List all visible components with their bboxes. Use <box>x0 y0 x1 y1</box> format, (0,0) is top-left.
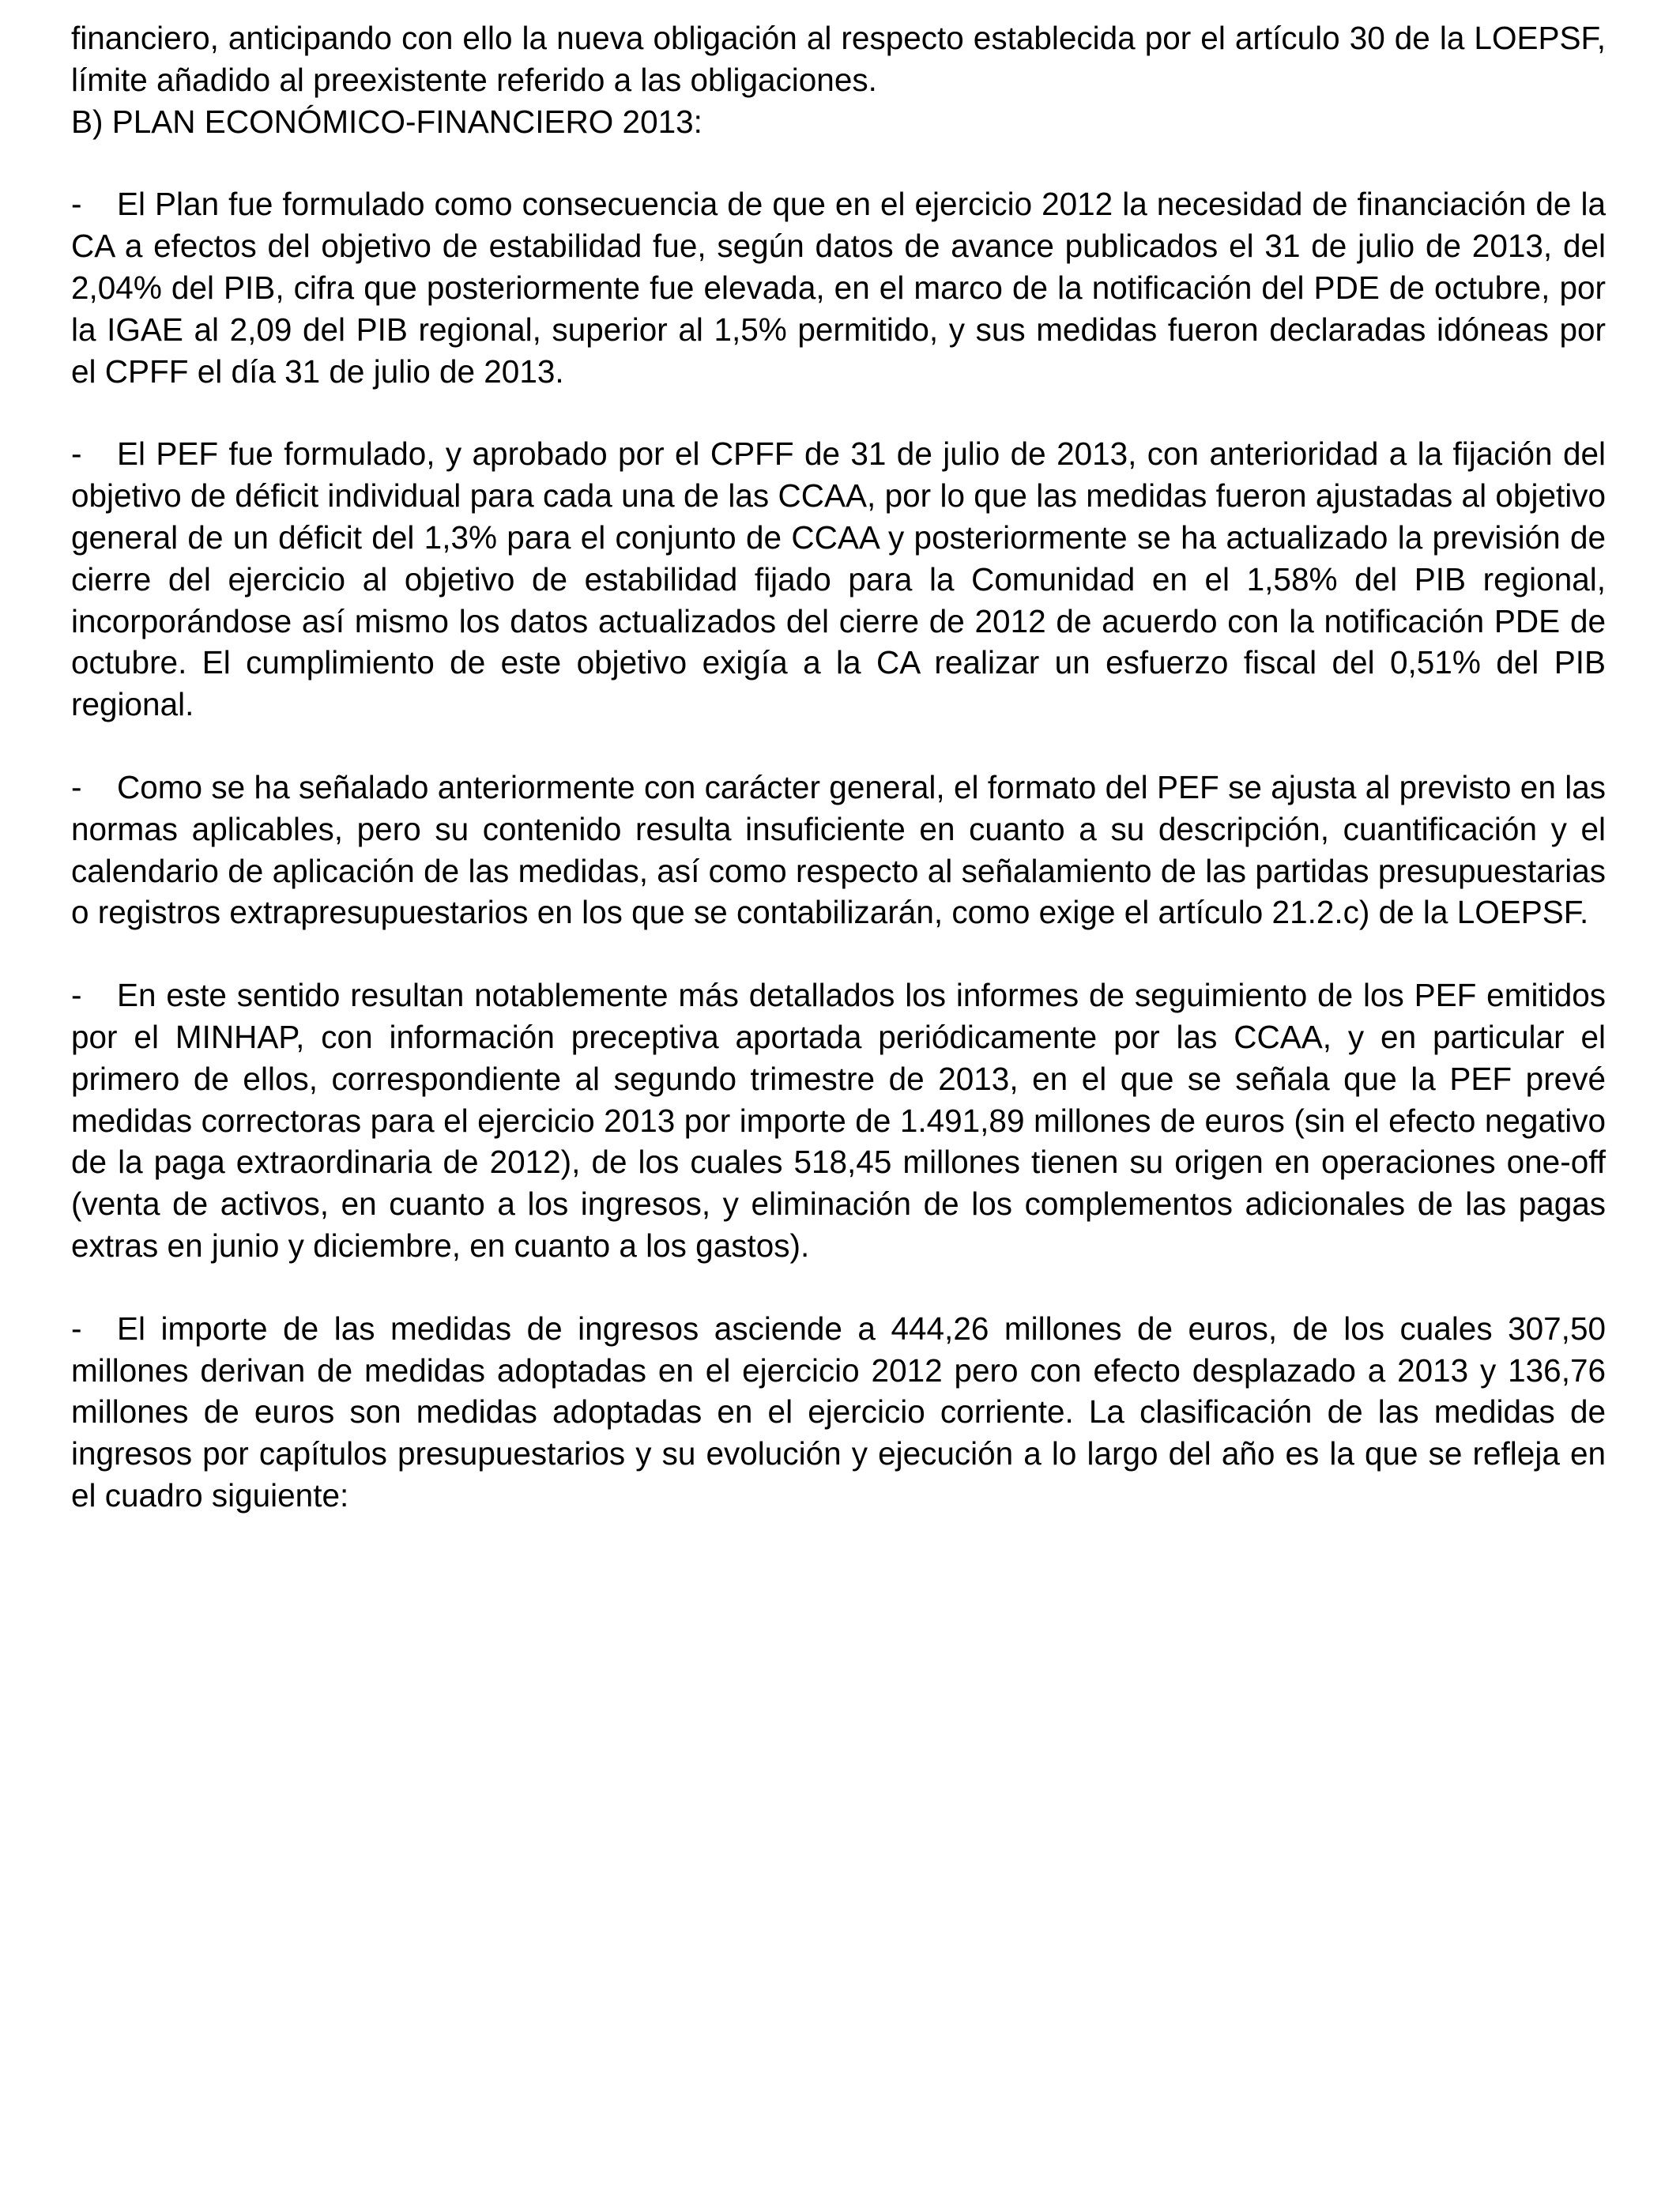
document-page <box>71 17 1606 1517</box>
intro-paragraph: financiero, anticipando con ello la nueva obligación al respecto establecida por el artículo 30 de la LOEPSF, límite añadido al preexistente referido a las obligaciones. <box>71 20 1606 98</box>
bullet-dash: - <box>71 977 82 1014</box>
bullet-paragraph-2 <box>71 433 1606 726</box>
bullet-dash: - <box>71 768 82 805</box>
bullet-text-5: El importe de las medidas de ingresos asciende a 444,26 millones de euros, de los cuales 307,50 millones derivan de medidas adoptadas en el ejercicio 2012 pero con efecto desplazado a 2013 y 136,76 millones de euros son medidas adoptadas en el ejercicio corriente. La clasificación de las medidas de ingresos por capítulos presupuestarios y su evolución y ejecución a lo largo del año es la que se refleja en el cuadro siguiente: <box>71 1310 1606 1514</box>
bullet-paragraph-1 <box>71 183 1606 392</box>
bullet-dash: - <box>71 186 82 223</box>
bullet-paragraph-3 <box>71 767 1606 933</box>
bullet-paragraph-4 <box>71 974 1606 1267</box>
bullet-paragraph-5 <box>71 1308 1606 1517</box>
bullet-dash: - <box>71 1310 82 1347</box>
bullet-text-2: El PEF fue formulado, y aprobado por el CPFF de 31 de julio de 2013, con anterioridad a la fijación del objetivo de déficit individual para cada una de las CCAA, por lo que las medidas fueron ajustadas al objetivo general de un déficit del 1,3% para el conjunto de CCAA y posteriormente se ha actualizado la previsión de cierre del ejercicio al objetivo de estabilidad fijado para la Comunidad en el 1,58% del PIB regional, incorporándose así mismo los datos actualizados del cierre de 2012 de acuerdo con la notificación PDE de octubre. El cumplimiento de este objetivo exigía a la CA realizar un esfuerzo fiscal del 0,51% del PIB regional. <box>71 435 1606 723</box>
bullet-text-1: El Plan fue formulado como consecuencia de que en el ejercicio 2012 la necesidad de financiación de la CA a efectos del objetivo de estabilidad fue, según datos de avance publicados el 31 de julio de 2013, del 2,04% del PIB, cifra que posteriormente fue elevada, en el marco de la notificación del PDE de octubre, por la IGAE al 2,09 del PIB regional, superior al 1,5% permitido, y sus medidas fueron declaradas idóneas por el CPFF el día 31 de julio de 2013. <box>71 186 1606 390</box>
section-heading: B) PLAN ECONÓMICO-FINANCIERO 2013: <box>71 103 703 140</box>
bullet-text-4: En este sentido resultan notablemente más detallados los informes de seguimiento de los PEF emitidos por el MINHAP, con información preceptiva aportada periódicamente por las CCAA, y en particular el primero de ellos, correspondiente al segundo trimestre de 2013, en el que se señala que la PEF prevé medidas correctoras para el ejercicio 2013 por importe de 1.491,89 millones de euros (sin el efecto negativo de la paga extraordinaria de 2012), de los cuales 518,45 millones tienen su origen en operaciones one-off (venta de activos, en cuanto a los ingresos, y eliminación de los complementos adicionales de las pagas extras en junio y diciembre, en cuanto a los gastos). <box>71 977 1606 1264</box>
bullet-text-3: Como se ha señalado anteriormente con carácter general, el formato del PEF se ajusta al previsto en las normas aplicables, pero su contenido resulta insuficiente en cuanto a su descripción, cuantificación y el calendario de aplicación de las medidas, así como respecto al señalamiento de las partidas presupuestarias o registros extrapresupuestarios en los que se contabilizarán, como exige el artículo 21.2.c) de la LOEPSF. <box>71 768 1606 931</box>
bullet-dash: - <box>71 435 82 473</box>
